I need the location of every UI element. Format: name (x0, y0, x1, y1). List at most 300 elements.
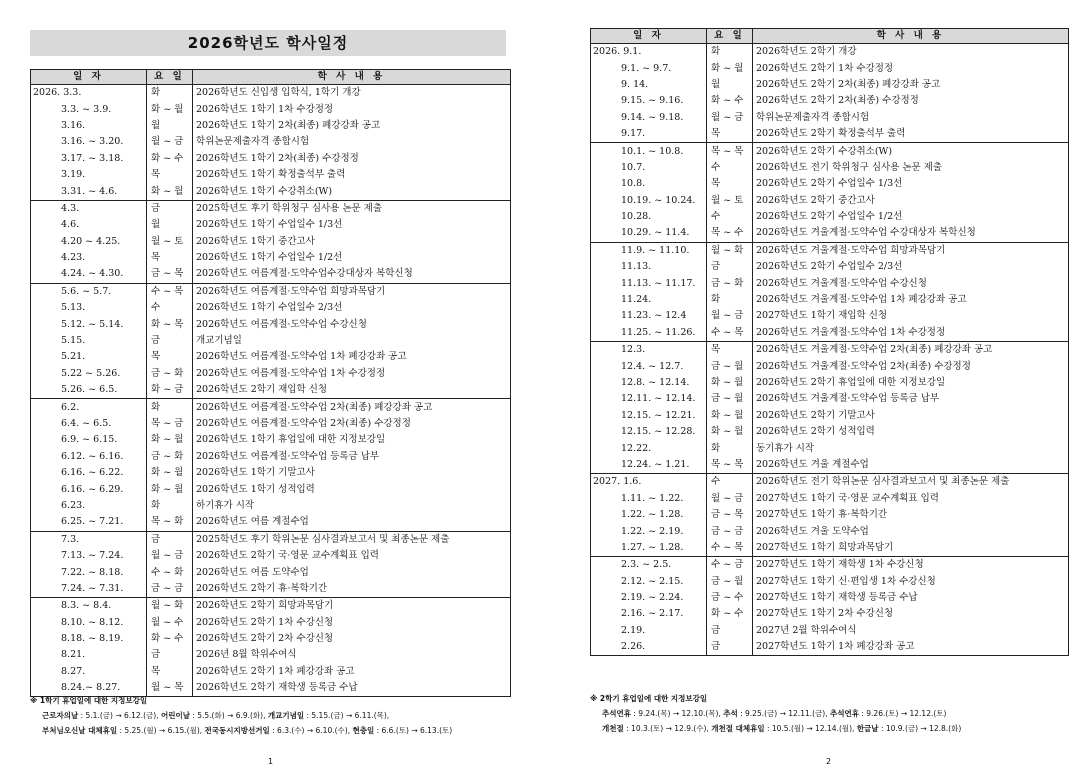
date-cell: 3.16. (31, 118, 147, 134)
date-cell: 7.13. ~ 7.24. (31, 548, 147, 564)
table-row (591, 540, 1069, 557)
date-cell: 9.1. ~ 9.7. (591, 60, 707, 76)
header-day: 요 일 (147, 70, 193, 85)
day-cell: 화 ~ 수 (147, 631, 193, 647)
date-cell: 10.28. (591, 209, 707, 225)
note-holiday-dates: : 9.25.(금) → 12.11.(금), (737, 709, 830, 718)
date-cell: 8.24.~ 8.27. (31, 680, 147, 697)
table-row (591, 44, 1069, 61)
date-cell: 6.25. ~ 7.21. (31, 514, 147, 531)
content-cell: 2026학년도 2학기 희망과목담기 (193, 598, 511, 615)
date-cell: 5.21. (31, 349, 147, 365)
table-row (591, 523, 1069, 539)
note-holiday-name: 한글날 (856, 724, 879, 733)
content-cell: 2026학년도 겨울계절·도약수업 수강신청 (753, 275, 1069, 291)
day-cell: 화 ~ 월 (147, 481, 193, 497)
content-cell: 2027학년도 1학기 재학생 1차 수강신청 (753, 557, 1069, 574)
date-cell: 3.16. ~ 3.20. (31, 134, 147, 150)
table-row (31, 548, 511, 564)
schedule-table-second-semester (590, 28, 1069, 656)
day-cell: 화 (707, 44, 753, 61)
content-cell: 2027학년도 1학기 국·영문 교수계획표 입력 (753, 491, 1069, 507)
content-cell: 2027학년도 1학기 재학생 등록금 수납 (753, 590, 1069, 606)
date-cell: 9. 14. (591, 77, 707, 93)
date-cell: 11.9. ~ 11.10. (591, 242, 707, 259)
day-cell: 목 ~ 금 (147, 416, 193, 432)
date-cell: 10.8. (591, 176, 707, 192)
day-cell: 수 (147, 300, 193, 316)
content-cell: 2026학년도 1학기 수업일수 1/2선 (193, 250, 511, 266)
content-cell: 2027학년도 1학기 재입학 신청 (753, 308, 1069, 324)
day-cell: 화 (147, 399, 193, 416)
day-cell: 목 ~ 목 (707, 143, 753, 160)
date-cell: 8.21. (31, 647, 147, 663)
date-cell: 2027. 1.6. (591, 474, 707, 491)
table-row (31, 598, 511, 615)
content-cell: 2026학년도 2학기 휴·복학기간 (193, 581, 511, 598)
date-cell: 12.24. ~ 1.21. (591, 457, 707, 474)
day-cell: 수 (707, 160, 753, 176)
date-cell: 11.13. (591, 259, 707, 275)
table-row (31, 85, 511, 102)
content-cell: 2026학년도 2학기 수강취소(W) (753, 143, 1069, 160)
date-cell: 5.26. ~ 6.5. (31, 382, 147, 399)
content-cell: 2026학년도 1학기 2차(최종) 수강정정 (193, 151, 511, 167)
day-cell: 금 (147, 333, 193, 349)
note-holiday-dates: : 5.25.(월) → 6.15.(월), (117, 726, 205, 735)
day-cell: 월 ~ 금 (707, 110, 753, 126)
table-row (31, 183, 511, 200)
content-cell: 2026학년도 2학기 1차 폐강강좌 공고 (193, 664, 511, 680)
content-cell: 2026학년도 전기 학위청구 심사용 논문 제출 (753, 160, 1069, 176)
table-row (31, 498, 511, 514)
day-cell: 금 (707, 623, 753, 639)
day-cell: 화 ~ 월 (707, 408, 753, 424)
table-row (31, 118, 511, 134)
table-row (31, 250, 511, 266)
date-cell: 3.17. ~ 3.18. (31, 151, 147, 167)
content-cell: 2026학년도 겨울계절·도약수업 2차(최종) 수강정정 (753, 358, 1069, 374)
day-cell: 수 ~ 목 (707, 325, 753, 342)
date-cell: 4.24. ~ 4.30. (31, 266, 147, 283)
content-cell: 2026학년도 1학기 2차(최종) 폐강강좌 공고 (193, 118, 511, 134)
date-cell: 2.26. (591, 639, 707, 656)
date-cell: 7.22. ~ 8.18. (31, 564, 147, 580)
day-cell: 화 ~ 월 (147, 183, 193, 200)
page-title: 2026학년도 학사일정 (30, 30, 506, 56)
content-cell: 2026학년도 2학기 2차(최종) 폐강강좌 공고 (753, 77, 1069, 93)
note-holiday-name: 전국동시지방선거일 (204, 726, 270, 735)
date-cell: 1.27. ~ 1.28. (591, 540, 707, 557)
date-cell: 12.8. ~ 12.14. (591, 375, 707, 391)
content-cell: 학위논문제출자격 종합시험 (753, 110, 1069, 126)
day-cell: 목 (707, 126, 753, 143)
day-cell: 화 ~ 월 (707, 424, 753, 440)
date-cell: 4.6. (31, 217, 147, 233)
day-cell: 금 (707, 259, 753, 275)
table-row (591, 209, 1069, 225)
note-holiday-dates: : 10.3.(토) → 12.9.(수), (623, 724, 712, 733)
note-holiday-dates: : 9.24.(목) → 12.10.(목), (630, 709, 724, 718)
date-cell: 7.3. (31, 531, 147, 548)
table-row (591, 457, 1069, 474)
day-cell: 금 (707, 639, 753, 656)
note-holiday-dates: : 6.3.(수) → 6.10.(수), (269, 726, 353, 735)
date-cell: 2.19. (591, 623, 707, 639)
date-cell: 9.15. ~ 9.16. (591, 93, 707, 109)
table-row (591, 606, 1069, 622)
date-cell: 11.13. ~ 11.17. (591, 275, 707, 291)
day-cell: 금 ~ 월 (707, 391, 753, 407)
day-cell: 목 (147, 664, 193, 680)
header-content: 학 사 내 용 (753, 29, 1069, 44)
day-cell: 목 (147, 167, 193, 183)
day-cell: 월 (147, 118, 193, 134)
table-row (591, 176, 1069, 192)
content-cell: 2025학년도 후기 학위청구 심사용 논문 제출 (193, 200, 511, 217)
day-cell: 월 ~ 화 (147, 598, 193, 615)
content-cell: 2026학년도 2학기 재입학 신청 (193, 382, 511, 399)
day-cell: 수 ~ 금 (707, 557, 753, 574)
note-holiday-dates: : 5.15.(금) → 6.11.(목), (304, 711, 390, 720)
table-row (591, 143, 1069, 160)
table-row (591, 375, 1069, 391)
table-row (591, 110, 1069, 126)
header-date: 일 자 (591, 29, 707, 44)
note-holiday-name: 부처님오신날 대체휴일 (42, 726, 118, 735)
date-cell: 8.18. ~ 8.19. (31, 631, 147, 647)
table-row (591, 60, 1069, 76)
day-cell: 월 (707, 77, 753, 93)
left-note-heading: ※ 1학기 휴업일에 대한 지정보강일 (30, 696, 148, 705)
content-cell: 2026학년도 1학기 수강취소(W) (193, 183, 511, 200)
note-holiday-dates: : 6.6.(토) → 6.13.(토) (374, 726, 453, 735)
date-cell: 6.4. ~ 6.5. (31, 416, 147, 432)
day-cell: 화 ~ 월 (147, 101, 193, 117)
day-cell: 월 ~ 금 (147, 134, 193, 150)
table-row (31, 615, 511, 631)
day-cell: 목 (147, 250, 193, 266)
date-cell: 1.22. ~ 2.19. (591, 523, 707, 539)
table-row (31, 101, 511, 117)
note-holiday-dates: : 5.1.(금) → 6.12.(금), (78, 711, 161, 720)
note-holiday-name: 추석 (723, 709, 738, 718)
content-cell: 개교기념일 (193, 333, 511, 349)
day-cell: 화 ~ 수 (707, 606, 753, 622)
table-row (591, 639, 1069, 656)
table-row (31, 134, 511, 150)
date-cell: 3.31. ~ 4.6. (31, 183, 147, 200)
date-cell: 2026. 9.1. (591, 44, 707, 61)
day-cell: 화 (707, 440, 753, 456)
table-row (31, 316, 511, 332)
day-cell: 수 ~ 목 (707, 540, 753, 557)
table-row (591, 193, 1069, 209)
day-cell: 목 ~ 목 (707, 457, 753, 474)
table-row (31, 465, 511, 481)
table-row (591, 424, 1069, 440)
day-cell: 월 (147, 217, 193, 233)
content-cell: 2026학년도 1학기 수업일수 1/3선 (193, 217, 511, 233)
content-cell: 2026학년도 2학기 1차 수강신청 (193, 615, 511, 631)
table-row (591, 358, 1069, 374)
note-holiday-name: 근로자의날 (42, 711, 79, 720)
date-cell: 5.6. ~ 5.7. (31, 283, 147, 300)
content-cell: 2027학년도 1학기 1차 폐강강좌 공고 (753, 639, 1069, 656)
right-note-line1 (602, 708, 946, 719)
content-cell: 2026학년도 2학기 확정출석부 출력 (753, 126, 1069, 143)
table-row (591, 77, 1069, 93)
content-cell: 2026학년도 겨울계절·도약수업 등록금 납부 (753, 391, 1069, 407)
table-row (591, 242, 1069, 259)
day-cell: 화 ~ 월 (707, 60, 753, 76)
content-cell: 2026학년도 2학기 수업일수 1/3선 (753, 176, 1069, 192)
content-cell: 2027학년도 1학기 2차 수강신청 (753, 606, 1069, 622)
date-cell: 6.9. ~ 6.15. (31, 432, 147, 448)
content-cell: 2026학년도 2학기 국·영문 교수계획표 입력 (193, 548, 511, 564)
right-note-line2 (602, 723, 961, 734)
table-row (591, 440, 1069, 456)
table-row (31, 349, 511, 365)
day-cell: 금 ~ 수 (707, 590, 753, 606)
content-cell: 2026학년도 여름계절·도약수업수강대상자 복학신청 (193, 266, 511, 283)
date-cell: 12.15. ~ 12.21. (591, 408, 707, 424)
table-row (591, 574, 1069, 590)
content-cell: 2026학년도 2학기 2차(최종) 수강정정 (753, 93, 1069, 109)
page-number-left: 1 (268, 757, 274, 766)
date-cell: 6.23. (31, 498, 147, 514)
day-cell: 금 ~ 목 (707, 507, 753, 523)
day-cell: 금 (147, 647, 193, 663)
day-cell: 화 (147, 498, 193, 514)
table-row (31, 283, 511, 300)
content-cell: 2026학년도 1학기 1차 수강정정 (193, 101, 511, 117)
date-cell: 2026. 3.3. (31, 85, 147, 102)
table-row (31, 514, 511, 531)
date-cell: 4.23. (31, 250, 147, 266)
note-holiday-dates: : 10.9.(금) → 12.8.(화) (878, 724, 962, 733)
content-cell: 2026학년도 2학기 1차 수강정정 (753, 60, 1069, 76)
date-cell: 2.16. ~ 2.17. (591, 606, 707, 622)
day-cell: 화 ~ 목 (147, 316, 193, 332)
content-cell: 2026학년도 여름계절·도약수업 2차(최종) 수강정정 (193, 416, 511, 432)
day-cell: 월 ~ 목 (147, 680, 193, 697)
table-row (591, 292, 1069, 308)
note-holiday-name: 어린이날 (160, 711, 190, 720)
content-cell: 2027년 2월 학위수여식 (753, 623, 1069, 639)
day-cell: 월 ~ 토 (147, 234, 193, 250)
header-day: 요 일 (707, 29, 753, 44)
note-holiday-name: 추석연휴 (602, 709, 631, 718)
date-cell: 2.19. ~ 2.24. (591, 590, 707, 606)
content-cell: 2026학년도 2학기 휴업일에 대한 지정보강일 (753, 375, 1069, 391)
table-row (591, 160, 1069, 176)
content-cell: 2026학년도 여름 도약수업 (193, 564, 511, 580)
table-row (31, 531, 511, 548)
day-cell: 월 ~ 금 (707, 491, 753, 507)
table-row (31, 167, 511, 183)
date-cell: 8.3. ~ 8.4. (31, 598, 147, 615)
date-cell: 7.24. ~ 7.31. (31, 581, 147, 598)
date-cell: 12.11. ~ 12.14. (591, 391, 707, 407)
content-cell: 2026학년도 여름계절·도약수업 2차(최종) 폐강강좌 공고 (193, 399, 511, 416)
content-cell: 2026학년도 2학기 중간고사 (753, 193, 1069, 209)
day-cell: 월 ~ 금 (707, 308, 753, 324)
day-cell: 목 (147, 349, 193, 365)
day-cell: 금 (147, 200, 193, 217)
table-row (31, 151, 511, 167)
content-cell: 2026학년도 2학기 재학생 등록금 수납 (193, 680, 511, 697)
table-row (31, 647, 511, 663)
day-cell: 월 ~ 화 (707, 242, 753, 259)
note-holiday-name: 개천절 (602, 724, 624, 733)
table-row (31, 382, 511, 399)
note-holiday-dates: : 5.5.(화) → 6.9.(화), (189, 711, 268, 720)
table-row (31, 234, 511, 250)
date-cell: 2.12. ~ 2.15. (591, 574, 707, 590)
content-cell: 2027학년도 1학기 희망과목담기 (753, 540, 1069, 557)
page-number-right: 2 (826, 757, 832, 766)
content-cell: 2026학년도 2학기 기말고사 (753, 408, 1069, 424)
day-cell: 수 ~ 화 (147, 564, 193, 580)
date-cell: 5.12. ~ 5.14. (31, 316, 147, 332)
day-cell: 화 ~ 월 (147, 465, 193, 481)
date-cell: 5.15. (31, 333, 147, 349)
day-cell: 월 ~ 수 (147, 615, 193, 631)
table-row (591, 325, 1069, 342)
day-cell: 목 (707, 342, 753, 359)
table-row (591, 557, 1069, 574)
content-cell: 2026학년도 겨울계절·도약수업 1차 폐강강좌 공고 (753, 292, 1069, 308)
day-cell: 금 (147, 531, 193, 548)
content-cell: 2026학년도 전기 학위논문 심사결과보고서 및 최종논문 제출 (753, 474, 1069, 491)
right-note-heading: ※ 2학기 휴업일에 대한 지정보강일 (590, 694, 708, 703)
table-row (591, 342, 1069, 359)
left-note-line2 (42, 725, 452, 736)
header-date: 일 자 (31, 70, 147, 85)
date-cell: 12.4. ~ 12.7. (591, 358, 707, 374)
note-holiday-name: 추석연휴 (829, 709, 859, 718)
content-cell: 2026학년도 2학기 개강 (753, 44, 1069, 61)
content-cell: 2026학년도 신입생 입학식, 1학기 개강 (193, 85, 511, 102)
date-cell: 12.3. (591, 342, 707, 359)
table-row (31, 333, 511, 349)
table-row (31, 366, 511, 382)
note-holiday-name: 개천절 대체휴일 (711, 724, 765, 733)
day-cell: 금 ~ 월 (707, 358, 753, 374)
content-cell: 2026학년도 여름계절·도약수업 희망과목담기 (193, 283, 511, 300)
day-cell: 월 ~ 토 (707, 193, 753, 209)
date-cell: 9.17. (591, 126, 707, 143)
day-cell: 수 (707, 209, 753, 225)
content-cell: 2025학년도 후기 학위논문 심사결과보고서 및 최종논문 제출 (193, 531, 511, 548)
day-cell: 화 (147, 85, 193, 102)
content-cell: 2026학년도 여름계절·도약수업 등록금 납부 (193, 449, 511, 465)
note-holiday-name: 개교기념일 (267, 711, 305, 720)
content-cell: 2026학년도 2학기 수업일수 2/3선 (753, 259, 1069, 275)
table-row (591, 474, 1069, 491)
date-cell: 5.22 ~ 5.26. (31, 366, 147, 382)
content-cell: 2026학년도 1학기 휴업일에 대한 지정보강일 (193, 432, 511, 448)
table-row (31, 581, 511, 598)
table-row (31, 664, 511, 680)
table-row (591, 308, 1069, 324)
date-cell: 11.23. ~ 12.4 (591, 308, 707, 324)
table-row (31, 481, 511, 497)
content-cell: 2026학년도 겨울 도약수업 (753, 523, 1069, 539)
date-cell: 8.10. ~ 8.12. (31, 615, 147, 631)
content-cell: 2026학년도 1학기 확정출석부 출력 (193, 167, 511, 183)
date-cell: 6.16. ~ 6.22. (31, 465, 147, 481)
note-holiday-name: 현충일 (352, 726, 375, 735)
content-cell: 2026학년도 겨울계절·도약수업 수강대상자 복학신청 (753, 225, 1069, 242)
date-cell: 6.16. ~ 6.29. (31, 481, 147, 497)
day-cell: 월 ~ 금 (147, 548, 193, 564)
content-cell: 2026학년도 여름계절·도약수업 수강신청 (193, 316, 511, 332)
content-cell: 2026학년도 1학기 기말고사 (193, 465, 511, 481)
content-cell: 2026학년도 여름계절·도약수업 1차 폐강강좌 공고 (193, 349, 511, 365)
day-cell: 수 ~ 목 (147, 283, 193, 300)
table-header-row (31, 70, 511, 85)
day-cell: 금 ~ 목 (147, 266, 193, 283)
content-cell: 2026학년도 2학기 수업일수 1/2선 (753, 209, 1069, 225)
table-row (31, 432, 511, 448)
content-cell: 2026학년도 여름 계절수업 (193, 514, 511, 531)
table-row (31, 631, 511, 647)
day-cell: 금 ~ 월 (707, 574, 753, 590)
day-cell: 화 ~ 월 (147, 432, 193, 448)
date-cell: 4.20 ~ 4.25. (31, 234, 147, 250)
date-cell: 5.13. (31, 300, 147, 316)
day-cell: 수 (707, 474, 753, 491)
content-cell: 2026년 8월 학위수여식 (193, 647, 511, 663)
table-row (31, 266, 511, 283)
date-cell: 10.1. ~ 10.8. (591, 143, 707, 160)
content-cell: 2026학년도 1학기 중간고사 (193, 234, 511, 250)
date-cell: 3.3. ~ 3.9. (31, 101, 147, 117)
content-cell: 2026학년도 겨울 계절수업 (753, 457, 1069, 474)
table-row (591, 391, 1069, 407)
date-cell: 1.22. ~ 1.28. (591, 507, 707, 523)
header-content: 학 사 내 용 (193, 70, 511, 85)
date-cell: 4.3. (31, 200, 147, 217)
day-cell: 금 ~ 금 (707, 523, 753, 539)
day-cell: 금 ~ 금 (147, 581, 193, 598)
day-cell: 화 ~ 금 (147, 382, 193, 399)
note-holiday-dates: : 10.5.(월) → 12.14.(월), (764, 724, 857, 733)
date-cell: 12.15. ~ 12.28. (591, 424, 707, 440)
table-row (591, 491, 1069, 507)
content-cell: 2026학년도 2학기 2차 수강신청 (193, 631, 511, 647)
date-cell: 11.24. (591, 292, 707, 308)
table-row (591, 408, 1069, 424)
day-cell: 목 (707, 176, 753, 192)
table-row (31, 564, 511, 580)
day-cell: 금 ~ 화 (707, 275, 753, 291)
schedule-table-first-semester (30, 69, 511, 697)
table-row (31, 449, 511, 465)
day-cell: 화 ~ 수 (707, 93, 753, 109)
date-cell: 2.3. ~ 2.5. (591, 557, 707, 574)
day-cell: 화 ~ 수 (147, 151, 193, 167)
table-row (591, 259, 1069, 275)
table-row (591, 507, 1069, 523)
content-cell: 2026학년도 여름계절·도약수업 1차 수강정정 (193, 366, 511, 382)
content-cell: 2026학년도 겨울계절·도약수업 1차 수강정정 (753, 325, 1069, 342)
table-row (591, 275, 1069, 291)
table-row (31, 300, 511, 316)
day-cell: 화 (707, 292, 753, 308)
